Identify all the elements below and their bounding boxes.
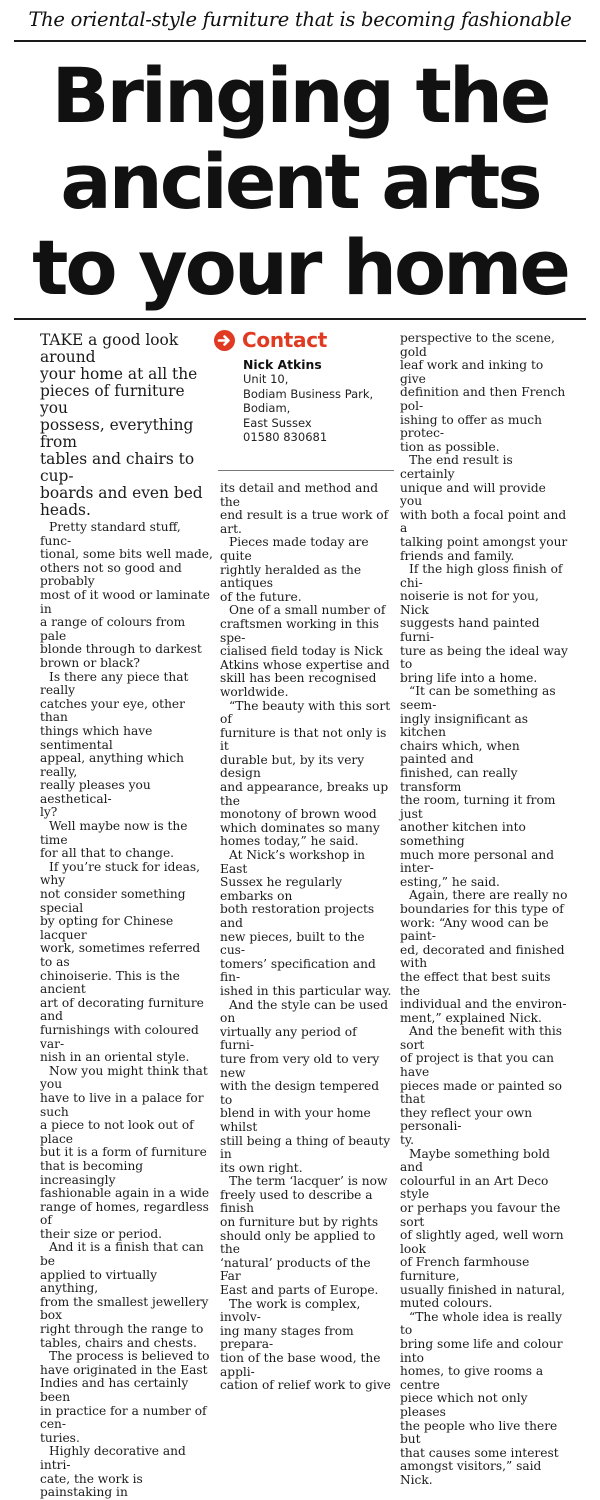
article-line: nish in an oriental style. <box>40 1050 190 1065</box>
article-line: skill has been recognised <box>220 671 377 686</box>
article-line: the effect that best suits the <box>400 969 551 998</box>
contact-divider <box>218 470 394 471</box>
article-line: And the benefit with this sort <box>400 1024 562 1052</box>
article-line: finished, can really transform <box>400 766 518 794</box>
article-line: both restoration projects and <box>220 902 375 930</box>
article-line: ture as being the ideal way to <box>400 643 568 672</box>
article-line: much more personal and inter- <box>400 847 554 876</box>
article-line: Is there any piece that really <box>40 669 189 698</box>
article-line: esting,” he said. <box>400 874 500 889</box>
article-line: on furniture but by rights <box>220 1215 379 1230</box>
article-line: of project is that you can have <box>400 1051 554 1080</box>
article-paragraph <box>400 332 570 454</box>
article-line: East and parts of Europe. <box>220 1283 379 1298</box>
article-paragraph <box>220 1175 392 1297</box>
contact-name: Nick Atkins <box>243 357 322 372</box>
article-line: TAKE a good look around <box>40 331 179 366</box>
article-line: furnishings with coloured var- <box>40 1022 199 1051</box>
article-line: muted colours. <box>400 1296 493 1311</box>
article-kicker: The oriental-style furniture that is becoming fashionable <box>28 8 572 31</box>
article-line: they reflect your own personali- <box>400 1105 533 1134</box>
article-line: its own right. <box>220 1160 303 1175</box>
article-line: with both a focal point and a <box>400 507 567 536</box>
article-paragraph <box>400 454 570 563</box>
article-line: “The beauty with this sort of <box>220 698 391 727</box>
article-line: individual and the environ- <box>400 997 567 1012</box>
article-line: end result is a true work of art. <box>220 508 389 536</box>
article-line: brown or black? <box>40 655 140 670</box>
article-line: “It can be something as seem- <box>400 684 556 713</box>
article-line: blend in with your home whilst <box>220 1106 371 1134</box>
article-line: “The whole idea is really to <box>400 1309 562 1338</box>
article-line: but it is a form of furniture <box>40 1145 207 1160</box>
article-line: suggests hand painted furni- <box>400 616 540 645</box>
article-line: pieces of furniture you <box>40 382 185 417</box>
address-line: Bodiam Business Park, <box>243 386 374 401</box>
article-line: the people who live there but <box>400 1418 558 1447</box>
article-paragraph <box>220 999 392 1176</box>
contact-box <box>214 328 394 445</box>
article-line: tables, chairs and chests. <box>40 1335 197 1350</box>
article-line: for all that to change. <box>40 846 175 861</box>
article-line: their size or period. <box>40 1226 163 1241</box>
article-line: that causes some interest <box>400 1445 559 1460</box>
article-line: Well maybe now is the time <box>40 819 188 847</box>
article-line: and appearance, breaks up the <box>220 780 389 808</box>
article-line: homes today,” he said. <box>220 834 359 849</box>
article-line: bring life into a home. <box>400 670 538 685</box>
article-line: the room, turning it from just <box>400 793 556 821</box>
article-line: talking point amongst your <box>400 534 568 549</box>
article-line: ture from very old to very new <box>220 1051 380 1080</box>
article-paragraph <box>400 1311 570 1488</box>
article-line: bring some life and colour into <box>400 1336 563 1365</box>
article-paragraph <box>400 685 570 889</box>
article-line: If you’re stuck for ideas, why <box>40 859 200 888</box>
headline-divider <box>14 318 586 320</box>
article-line: ing many stages from prepara- <box>220 1323 354 1352</box>
article-paragraph <box>40 1065 213 1242</box>
article-line: craftsmen working in this spe- <box>220 616 379 645</box>
article-line: Pretty standard stuff, func- <box>40 520 181 548</box>
article-line: Pieces made today are quite <box>220 535 369 563</box>
article-headline <box>0 53 600 311</box>
phone-number: 01580 830681 <box>243 430 328 445</box>
article-line: right through the range to <box>40 1322 204 1337</box>
article-line: If the high gloss finish of chi- <box>400 562 563 590</box>
article-line: most of it wood or laminate in <box>40 587 210 616</box>
article-line: Atkins whose expertise and <box>220 657 390 672</box>
article-line: Highly decorative and intri- <box>40 1444 186 1472</box>
article-paragraph <box>40 332 213 519</box>
article-line: have to live in a palace for such <box>40 1090 204 1119</box>
article-line: The process is believed to <box>49 1349 210 1364</box>
article-line: perspective to the scene, gold <box>400 331 555 359</box>
headline-line: ancient arts <box>60 137 540 226</box>
article-line: unique and will provide you <box>400 480 546 509</box>
article-line: ingly insignificant as kitchen <box>400 711 529 740</box>
article-line: boards and even bed <box>40 484 203 502</box>
article-line: of French farmhouse furniture, <box>400 1255 530 1283</box>
article-paragraph <box>400 1148 570 1311</box>
article-paragraph <box>220 482 392 536</box>
article-line: monotony of brown wood <box>220 807 377 822</box>
body-column-3 <box>400 332 570 1487</box>
article-line: friends and family. <box>400 548 515 563</box>
article-line: The work is complex, involv- <box>220 1296 361 1325</box>
article-paragraph <box>220 849 392 999</box>
article-line: ‘natural’ products of the Far <box>220 1255 371 1284</box>
article-line: The end result is certainly <box>400 453 513 481</box>
article-line: really pleases you aesthetical- <box>40 778 151 806</box>
address-line: Unit 10, <box>243 372 289 386</box>
article-line: ty. <box>400 1133 415 1148</box>
article-line: blonde through to darkest <box>40 642 202 657</box>
article-line: heads. <box>40 501 91 519</box>
article-line: things which have sentimental <box>40 723 153 752</box>
article-line: work: “Any wood can be paint- <box>400 915 549 944</box>
article-line: amongst visitors,” said Nick. <box>400 1459 542 1487</box>
article-line: tion as possible. <box>400 439 500 454</box>
article-line: your home at all the <box>40 365 198 383</box>
article-line: not consider something special <box>40 887 186 915</box>
article-paragraph <box>40 1241 213 1350</box>
article-line: Again, there are really no <box>409 888 568 903</box>
article-paragraph <box>40 861 213 1065</box>
article-line: ment,” explained Nick. <box>400 1010 542 1025</box>
article-line: rightly heralded as the antiques <box>220 562 362 591</box>
article-line: And the style can be used on <box>220 997 389 1026</box>
article-paragraph <box>220 1298 392 1393</box>
article-line: by opting for Chinese lacquer <box>40 914 174 942</box>
article-line: Maybe something bold and <box>400 1146 550 1175</box>
article-paragraph <box>220 700 392 850</box>
article-paragraph <box>40 521 213 671</box>
article-paragraph <box>40 1445 213 1499</box>
article-line: another kitchen into something <box>400 820 526 848</box>
article-line: Indies and has certainly been <box>40 1376 189 1404</box>
article-line: others not so good and probably <box>40 560 182 589</box>
article-line: usually finished in natural, <box>400 1282 565 1297</box>
article-line: Sussex he regularly embarks on <box>220 875 343 903</box>
article-line: possess, everything from <box>40 416 194 451</box>
article-line: tomers’ specification and fin- <box>220 956 376 985</box>
body-column-2 <box>220 482 392 1393</box>
article-paragraph <box>400 889 570 1025</box>
article-line: work, sometimes referred to as <box>40 941 201 969</box>
contact-address <box>243 372 394 445</box>
body-column-1 <box>40 332 213 1500</box>
article-line: tables and chairs to cup- <box>40 450 195 485</box>
article-line: One of a small number of <box>229 603 386 618</box>
article-line: leaf work and inking to give <box>400 358 544 386</box>
article-line: ished in this particular way. <box>220 983 392 998</box>
article-line: have originated in the East <box>40 1362 208 1377</box>
article-line: freely used to describe a finish <box>220 1187 373 1216</box>
address-line: East Sussex <box>243 415 312 430</box>
article-line: piece which not only pleases <box>400 1391 528 1419</box>
article-paragraph <box>40 820 213 861</box>
contact-heading: Contact <box>242 328 328 352</box>
article-line: or perhaps you favour the sort <box>400 1201 561 1229</box>
article-line: applied to virtually anything, <box>40 1267 157 1296</box>
article-line: still being a thing of beauty in <box>220 1133 391 1162</box>
arrow-right-circle-icon <box>214 330 235 351</box>
article-line: pieces made or painted so that <box>400 1078 563 1107</box>
kicker-divider <box>14 40 586 42</box>
article-line: virtually any period of furni- <box>220 1024 357 1053</box>
headline-line: Bringing the <box>51 51 549 140</box>
article-paragraph <box>400 563 570 685</box>
article-line: should only be applied to the <box>220 1228 376 1257</box>
article-line: cate, the work is painstaking in <box>40 1471 143 1500</box>
article-line: range of homes, regardless of <box>40 1199 209 1228</box>
article-line: appeal, anything which really, <box>40 751 185 779</box>
article-line: catches your eye, other than <box>40 696 185 725</box>
article-line: The term ‘lacquer’ is now <box>229 1174 388 1189</box>
article-line: fashionable again in a wide <box>40 1186 210 1201</box>
article-line: that is becoming increasingly <box>40 1158 144 1187</box>
article-line: noiserie is not for you, Nick <box>400 589 539 617</box>
article-line: from the smallest jewellery box <box>40 1294 209 1323</box>
article-line: art of decorating furniture and <box>40 995 204 1024</box>
article-line: a range of colours from pale <box>40 615 186 643</box>
article-line: of the future. <box>220 589 302 604</box>
article-line: Now you might think that you <box>40 1063 208 1092</box>
article-paragraph <box>220 604 392 699</box>
article-line: which dominates so many <box>220 820 380 835</box>
article-line: furniture is that not only is it <box>220 725 387 754</box>
article-paragraph <box>40 671 213 821</box>
article-line: cation of relief work to give <box>220 1378 391 1393</box>
article-line: And it is a finish that can be <box>40 1240 204 1269</box>
address-line: Bodiam, <box>243 401 291 416</box>
article-line: chinoiserie. This is the ancient <box>40 968 180 997</box>
article-line: cialised field today is Nick <box>220 644 383 659</box>
article-line: ed, decorated and finished with <box>400 942 565 971</box>
article-line: homes, to give rooms a centre <box>400 1364 544 1392</box>
article-line: tion of the base wood, the appli- <box>220 1351 381 1379</box>
article-line: colourful in an Art Deco style <box>400 1173 549 1202</box>
article-line: ly? <box>40 805 58 820</box>
article-line: boundaries for this type of <box>400 901 564 916</box>
article-paragraph <box>40 1350 213 1445</box>
article-line: worldwide. <box>220 684 289 699</box>
article-line: chairs which, when painted and <box>400 738 520 767</box>
article-line: definition and then French pol- <box>400 385 566 413</box>
article-line: of slightly aged, well worn look <box>400 1228 564 1256</box>
article-line: At Nick’s workshop in East <box>220 848 365 876</box>
headline-line: to your home <box>32 223 568 312</box>
article-line: in practice for a number of cen- <box>40 1403 207 1432</box>
article-line: new pieces, built to the cus- <box>220 929 365 958</box>
article-line: durable but, by its very design <box>220 752 365 781</box>
article-line: turies. <box>40 1430 80 1445</box>
article-line: its detail and method and the <box>220 481 379 509</box>
article-line: with the design tempered to <box>220 1079 379 1107</box>
article-line: a piece to not look out of place <box>40 1118 194 1146</box>
article-line: tional, some bits well made, <box>40 547 213 562</box>
article-paragraph <box>220 536 392 604</box>
article-paragraph <box>400 1025 570 1147</box>
article-line: ishing to offer as much protec- <box>400 412 542 441</box>
